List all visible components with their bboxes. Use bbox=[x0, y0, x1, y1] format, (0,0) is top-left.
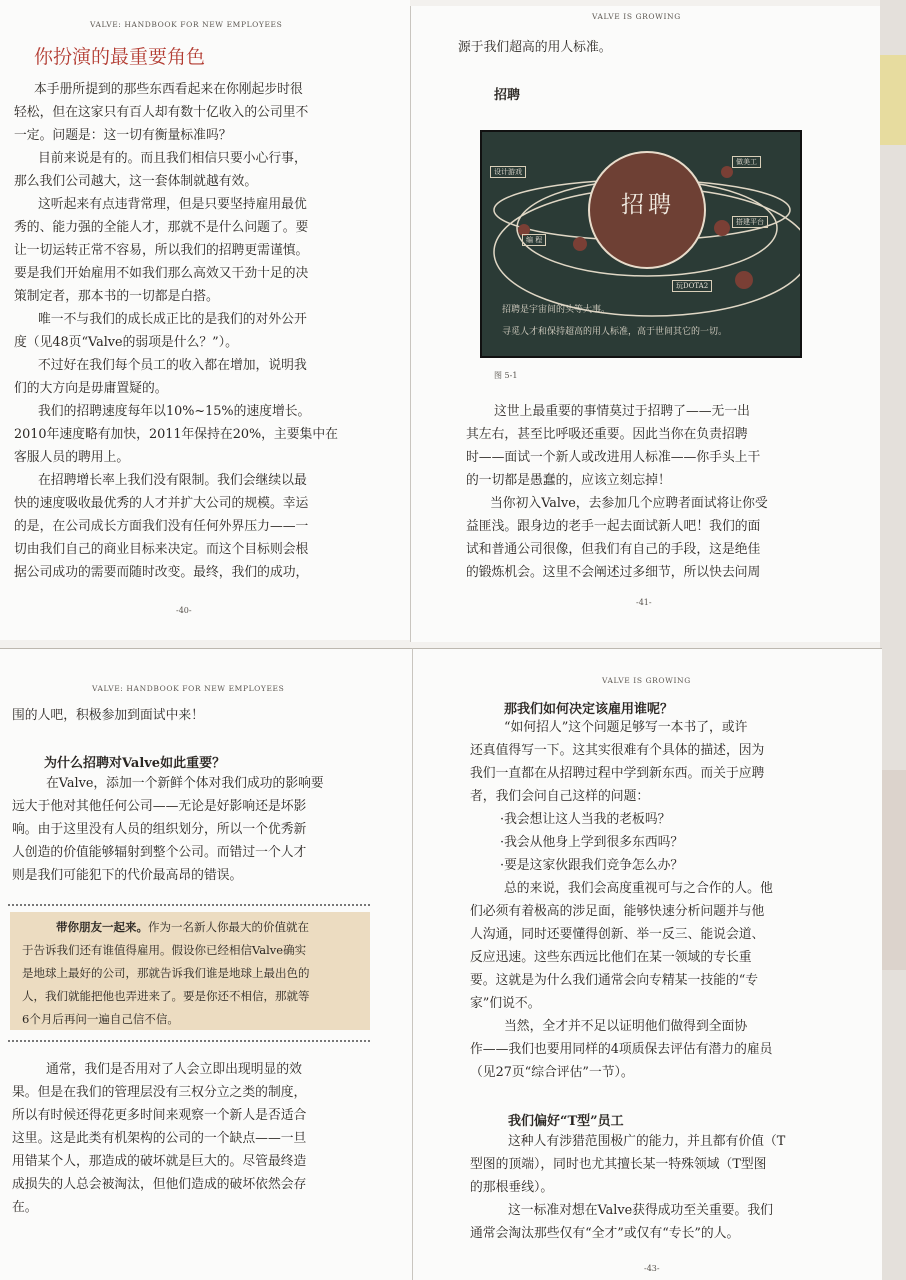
figure-center-label: 招聘 bbox=[621, 192, 675, 218]
text-line: 要。这就是为什么我们通常会向专精某一技能的“专 bbox=[470, 973, 759, 988]
text-line: “如何招人”这个问题足够写一本书了，或许 bbox=[504, 720, 748, 735]
text-line: 让一切运转正常不容易，所以我们的招聘更需谨慎。 bbox=[14, 243, 309, 258]
text-line: 目前来说是有的。而且我们相信只要小心行事， bbox=[38, 151, 307, 166]
callout-line: 作为一名新人你最大的价值就在 bbox=[148, 920, 309, 934]
callout-line: 人，我们就能把他也弄进来了。要是你还不相信，那就等 bbox=[22, 989, 310, 1003]
text-line: 作——我们也要用同样的4项质保去评估有潜力的雇员 bbox=[470, 1042, 773, 1057]
text-line: 时——面试一个新人或改进用人标准——你手头上干 bbox=[466, 450, 761, 465]
yellow-tab bbox=[878, 55, 906, 145]
text-line: 轻松，但在这家只有百人却有数十亿收入的公司里不 bbox=[14, 105, 309, 120]
text-line: 总的来说，我们会高度重视可与之合作的人。他 bbox=[504, 881, 773, 896]
text-line: 的那根垂线）。 bbox=[470, 1180, 554, 1195]
text-line: 试和普通公司很像，但我们有自己的手段，这是绝佳 bbox=[466, 542, 761, 557]
text-line: 2010年速度略有加快，2011年保持在20%，主要集中在 bbox=[14, 427, 338, 442]
book-edge bbox=[880, 0, 906, 1280]
text-line: 人沟通，同时还要懂得创新、举一反三、能说会道、 bbox=[470, 927, 765, 942]
running-header: VALVE IS GROWING bbox=[602, 676, 691, 685]
text-line: 我们的招聘速度每年以10%~15%的速度增长。 bbox=[38, 404, 311, 419]
subheading: 招聘 bbox=[494, 88, 521, 103]
callout-line: 是地球上最好的公司，那就告诉我们谁是地球上最出色的 bbox=[22, 966, 310, 980]
text-line: 围的人吧，积极参加到面试中来！ bbox=[12, 708, 204, 723]
text-line: 唯一不与我们的成长成正比的是我们的对外公开 bbox=[38, 312, 307, 327]
text-line: 型图的顶端），同时也尤其擅长某一特殊领域（T型图 bbox=[470, 1157, 767, 1172]
figure-label: 做美工 bbox=[732, 156, 761, 168]
figure-note: 寻觅人才和保持超高的用人标准，高于世间其它的一切。 bbox=[502, 327, 728, 337]
text-line: （见27页“综合评估”一节）。 bbox=[470, 1065, 634, 1080]
text-line: 者，我们会问自己这样的问题： bbox=[470, 789, 650, 804]
text-line: 益匪浅。跟身边的老手一起去面试新人吧！我们的面 bbox=[466, 519, 761, 534]
subheading: 为什么招聘对Valve如此重要？ bbox=[44, 756, 226, 771]
text-line: 的是，在公司成长方面我们没有任何外界压力——一 bbox=[14, 519, 309, 534]
recruiting-figure bbox=[480, 130, 802, 358]
text-line: 在。 bbox=[12, 1200, 38, 1215]
text-line: 客服人员的聘用上。 bbox=[14, 450, 130, 465]
text-line: 这种人有涉猎范围极广的能力，并且都有价值（T bbox=[508, 1134, 786, 1149]
text-line: 们的大方向是毋庸置疑的。 bbox=[14, 381, 168, 396]
page40-body bbox=[14, 78, 338, 584]
page43-body2 bbox=[470, 1130, 785, 1245]
text-line: 的锻炼机会。这里不会阐述过多细节，所以快去问周 bbox=[466, 565, 761, 580]
text-line: 切由我们自己的商业目标来决定。而这个目标则会根 bbox=[14, 542, 309, 557]
text-line: 快的速度吸收最优秀的人才并扩大公司的规模。幸运 bbox=[14, 496, 309, 511]
figure-label: 搭建平台 bbox=[732, 216, 768, 228]
text-line: 家”们说不。 bbox=[470, 996, 541, 1011]
running-header: VALVE: HANDBOOK FOR NEW EMPLOYEES bbox=[90, 20, 283, 29]
text-line: 在招聘增长率上我们没有限制。我们会继续以最 bbox=[38, 473, 307, 488]
page42-mid bbox=[12, 772, 324, 887]
text-line: 当你初入Valve，去参加几个应聘者面试将让你受 bbox=[490, 496, 768, 511]
text-line: 所以有时候还得花更多时间来观察一个新人是否适合 bbox=[12, 1108, 307, 1123]
divider bbox=[8, 904, 370, 906]
text-line: 当然，全才并不足以证明他们做得到全面协 bbox=[504, 1019, 748, 1034]
bullet-item: ·要是这家伙跟我们竞争怎么办？ bbox=[500, 858, 684, 873]
text-line: 据公司成功的需要而随时改变。最终，我们的成功， bbox=[14, 565, 309, 580]
text-line: 人创造的价值能够辐射到整个公司。而错过一个人才 bbox=[12, 845, 307, 860]
callout-line: 于告诉我们还有谁值得雇用。假设你已经相信Valve确实 bbox=[22, 943, 307, 957]
callout-bold: 带你朋友一起来。 bbox=[56, 920, 148, 934]
text-line: 这一标准对想在Valve获得成功至关重要。我们 bbox=[508, 1203, 773, 1218]
running-header: VALVE: HANDBOOK FOR NEW EMPLOYEES bbox=[92, 684, 285, 693]
text-line: 要是我们开始雇用不如我们那么高效又干劲十足的决 bbox=[14, 266, 309, 281]
page41-top bbox=[458, 36, 612, 59]
subheading: 我们偏好“T型”员工 bbox=[508, 1114, 624, 1129]
planet-dot bbox=[735, 271, 753, 289]
text-line: 度（见48页“Valve的弱项是什么？”）。 bbox=[14, 335, 238, 350]
text-line: 果。但是在我们的管理层没有三权分立之类的制度， bbox=[12, 1085, 307, 1100]
text-line: 策制定者，那本书的一切都是白搭。 bbox=[14, 289, 219, 304]
page42-top bbox=[12, 704, 204, 727]
text-line: 我们一直都在从招聘过程中学到新东西。而关于应聘 bbox=[470, 766, 765, 781]
text-line: 用错某个人，那造成的破坏就是巨大的。尽管最终造 bbox=[12, 1154, 307, 1169]
bullet-item: ·我会想让这人当我的老板吗？ bbox=[500, 812, 671, 827]
text-line: 反应迅速。这些东西远比他们在某一领域的专长重 bbox=[470, 950, 752, 965]
callout-text bbox=[22, 916, 310, 1031]
text-line: 们必须有着极高的涉足面，能够快速分析问题并与他 bbox=[470, 904, 765, 919]
text-line: 这听起来有点违背常理，但是只要坚持雇用最优 bbox=[38, 197, 307, 212]
figure-label: 编 程 bbox=[522, 234, 546, 246]
text-line: 远大于他对其他任何公司——无论是好影响还是坏影 bbox=[12, 799, 307, 814]
text-line: 在Valve，添加一个新鲜个体对我们成功的影响要 bbox=[46, 776, 324, 791]
figure-label: 设计游戏 bbox=[490, 166, 526, 178]
figure-caption: 图 5-1 bbox=[494, 371, 518, 380]
text-line: 的一切都是愚蠢的，应该立刻忘掉！ bbox=[466, 473, 671, 488]
text-line: 其左右，甚至比呼吸还重要。因此当你在负责招聘 bbox=[466, 427, 748, 442]
text-line: 一定。问题是：这一切有衡量标准吗？ bbox=[14, 128, 232, 143]
page42-bottom bbox=[12, 1058, 306, 1219]
callout-box bbox=[10, 912, 370, 1030]
subheading: 那我们如何决定该雇用谁呢？ bbox=[504, 702, 674, 717]
page-number: -41- bbox=[636, 598, 652, 607]
callout-line: 6个月后再问一遍自己信不信。 bbox=[22, 1012, 179, 1026]
text-line: 这世上最重要的事情莫过于招聘了——无一出 bbox=[494, 404, 750, 419]
divider bbox=[8, 1040, 370, 1042]
text-line: 那么我们公司越大，这一套体制就越有效。 bbox=[14, 174, 258, 189]
planet-dot bbox=[714, 220, 730, 236]
figure-note: 招聘是宇宙间的头等大事。 bbox=[502, 305, 611, 315]
text-line: 本手册所提到的那些东西看起来在你刚起步时很 bbox=[34, 82, 303, 97]
text-line: 则是我们可能犯下的代价最高昂的错误。 bbox=[12, 868, 243, 883]
bullet-item: ·我会从他身上学到很多东西吗？ bbox=[500, 835, 684, 850]
figure-label: 玩DOTA2 bbox=[672, 280, 712, 292]
section-title: 你扮演的最重要角色 bbox=[34, 46, 206, 68]
text-line: 不过好在我们每个员工的收入都在增加，说明我 bbox=[38, 358, 307, 373]
text-line: 成损失的人总会被淘汰，但他们造成的破坏依然会存 bbox=[12, 1177, 307, 1192]
text-line: 通常，我们是否用对了人会立即出现明显的效 bbox=[46, 1062, 302, 1077]
side-strip bbox=[880, 770, 906, 970]
text-line: 还真值得写一下。这其实很难有个具体的描述，因为 bbox=[470, 743, 765, 758]
text-line: 这里。这是此类有机架构的公司的一个缺点——一旦 bbox=[12, 1131, 307, 1146]
page-number: -43- bbox=[644, 1264, 660, 1273]
text-line: 秀的、能力强的全能人才，那就不是什么问题了。要 bbox=[14, 220, 309, 235]
page41-body bbox=[466, 400, 768, 584]
page-number: -40- bbox=[176, 606, 192, 615]
page43-body1 bbox=[470, 716, 773, 1084]
text-line: 通常会淘汰那些仅有“全才”或仅有“专长”的人。 bbox=[470, 1226, 740, 1241]
text-line: 源于我们超高的用人标准。 bbox=[458, 40, 612, 55]
running-header: VALVE IS GROWING bbox=[592, 12, 681, 21]
text-line: 响。由于这里没有人员的组织划分，所以一个优秀新 bbox=[12, 822, 307, 837]
planet-dot bbox=[573, 237, 587, 251]
